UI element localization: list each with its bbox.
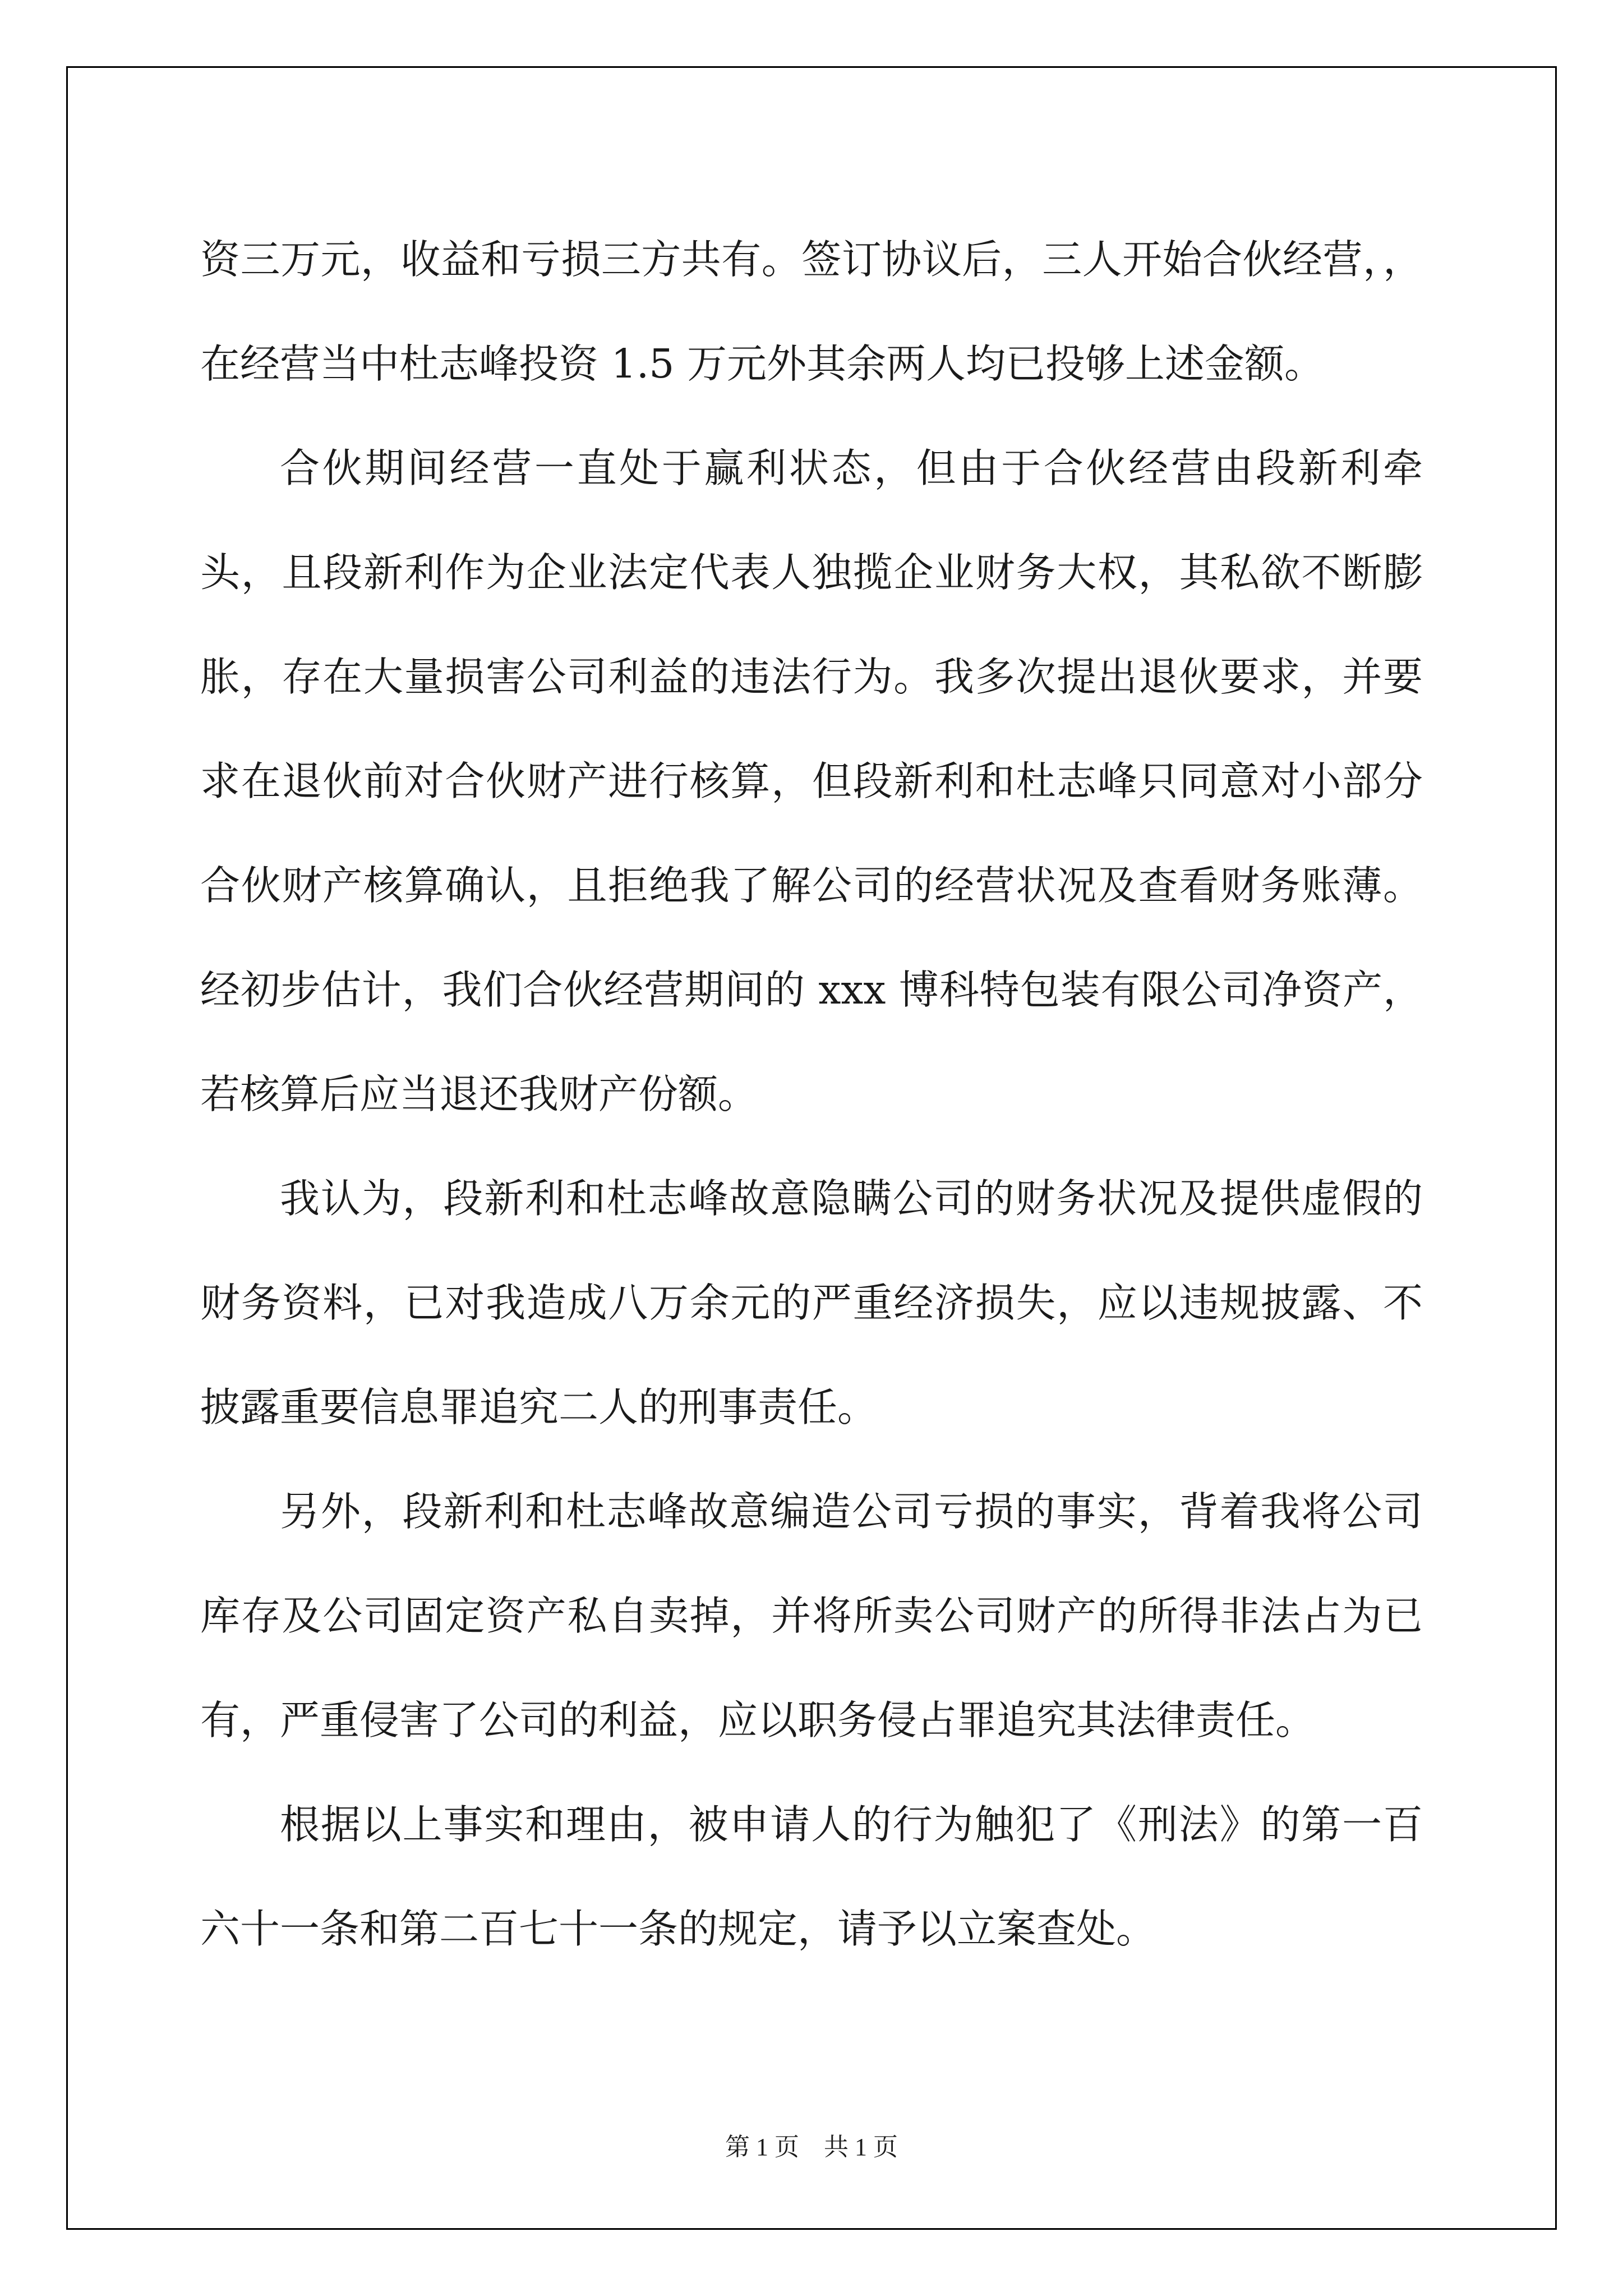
paragraph: 资三万元，收益和亏损三方共有。签订协议后，三人开始合伙经营，，在经营当中杜志峰投资 1.5 万元外其余两人均已投够上述金额。: [200, 236, 1423, 387]
document-body: [200, 208, 1423, 1981]
page-footer: 第 1 页 共 1 页: [725, 2133, 898, 2161]
paragraph: 根据以上事实和理由，被申请人的行为触犯了《刑法》的第一百六十一条和第二百七十一条的规定，请予以立案查处。: [200, 1801, 1423, 1952]
paragraph: 我认为，段新利和杜志峰故意隐瞒公司的财务状况及提供虚假的财务资料，已对我造成八万余元的严重经济损失，应以违规披露、不披露重要信息罪追究二人的刑事责任。: [200, 1175, 1423, 1430]
paragraph: 另外，段新利和杜志峰故意编造公司亏损的事实，背着我将公司库存及公司固定资产私自卖掉，并将所卖公司财产的所得非法占为已有，严重侵害了公司的利益，应以职务侵占罪追究其法律责任。: [200, 1488, 1423, 1743]
paragraph: 合伙期间经营一直处于赢利状态，但由于合伙经营由段新利牵头，且段新利作为企业法定代表人独揽企业财务大权，其私欲不断膨胀，存在大量损害公司利益的违法行为。我多次提出退伙要求，并要求在退伙前对合伙财产进行核算，但段新利和杜志峰只同意对小部分合伙财产核算确认，且拒绝我了解公司的经营状况及查看财务账薄。经初步估计，我们合伙经营期间的 xxx 博科特包装有限公司净资产，若核算后应当退还我财产份额。: [200, 445, 1423, 1117]
